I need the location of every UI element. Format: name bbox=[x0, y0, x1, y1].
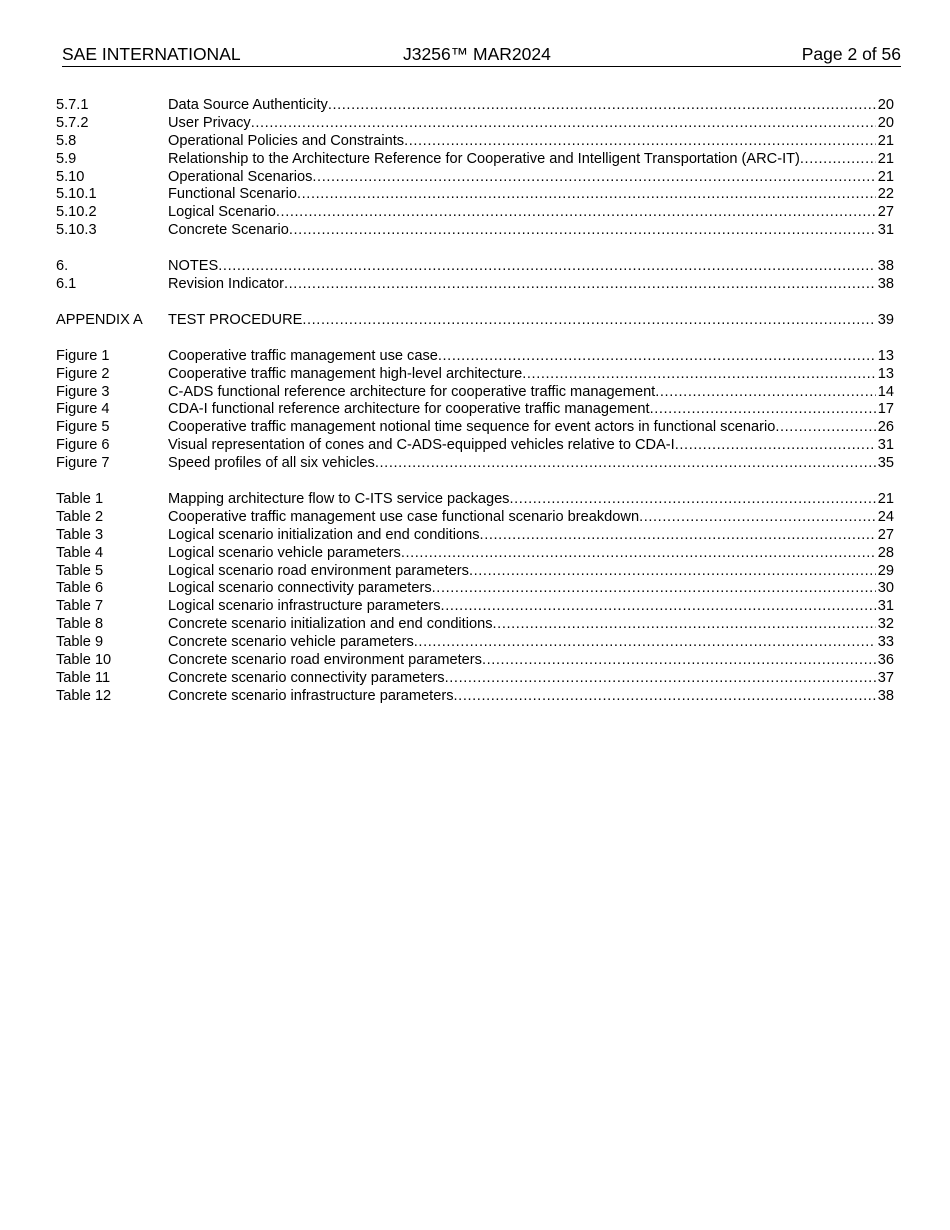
toc-entry-number: Table 2 bbox=[56, 508, 104, 525]
toc-entry[interactable] bbox=[56, 616, 894, 634]
toc-entry-title: Concrete scenario infrastructure parameters bbox=[168, 687, 454, 704]
toc-entry-page: 38 bbox=[877, 258, 894, 275]
dot-leader bbox=[445, 670, 876, 688]
toc-entry-text bbox=[168, 580, 876, 598]
toc-entry-text bbox=[168, 97, 876, 115]
toc-entry-text bbox=[168, 527, 876, 545]
toc-entry-title: Logical Scenario bbox=[168, 204, 276, 221]
toc-entry-title: Cooperative traffic management notional time sequence for event actors in functional scenario bbox=[168, 419, 776, 436]
toc-entry[interactable] bbox=[56, 276, 894, 294]
toc-entry-text bbox=[168, 419, 876, 437]
toc-entry-title: Logical scenario connectivity parameters bbox=[168, 580, 432, 597]
dot-leader bbox=[414, 634, 876, 652]
toc-entry[interactable] bbox=[56, 688, 894, 706]
header-doc-id: J3256™ MAR2024 bbox=[403, 44, 551, 64]
toc-entry[interactable] bbox=[56, 204, 894, 222]
toc-entry-number: Figure 6 bbox=[56, 437, 110, 454]
toc-entry[interactable] bbox=[56, 133, 894, 151]
toc-entry-number: Table 5 bbox=[56, 562, 104, 579]
toc-entry-number: 5.10.2 bbox=[56, 204, 97, 221]
toc-entry-page: 26 bbox=[877, 419, 894, 436]
dot-leader bbox=[438, 348, 876, 366]
toc-entry[interactable] bbox=[56, 366, 894, 384]
toc-entry[interactable] bbox=[56, 634, 894, 652]
toc-entry-title: Functional Scenario bbox=[168, 186, 297, 203]
toc-entry-page: 31 bbox=[877, 222, 894, 239]
toc-entry-title: Logical scenario road environment parameters bbox=[168, 562, 469, 579]
toc-entry-title: CDA-I functional reference architecture for cooperative traffic management bbox=[168, 401, 650, 418]
toc-entry-page: 31 bbox=[877, 437, 894, 454]
toc-entry-title: Operational Scenarios bbox=[168, 168, 313, 185]
toc-entry-text bbox=[168, 258, 876, 276]
toc-entry-number: Table 1 bbox=[56, 491, 104, 508]
toc-entry-number: Figure 1 bbox=[56, 347, 110, 364]
toc-entry-number: Table 6 bbox=[56, 580, 104, 597]
toc-entry-number: 5.8 bbox=[56, 132, 77, 149]
toc-entry-number: Table 7 bbox=[56, 598, 104, 615]
toc-entry-text bbox=[168, 401, 876, 419]
toc-entry[interactable] bbox=[56, 384, 894, 402]
toc-entry-title: Cooperative traffic management use case functional scenario breakdown bbox=[168, 508, 640, 525]
header-org: SAE INTERNATIONAL bbox=[62, 44, 241, 64]
toc-entry-text bbox=[168, 634, 876, 652]
toc-entry-page: 38 bbox=[877, 687, 894, 704]
dot-leader bbox=[655, 384, 876, 402]
toc-entry-title: Data Source Authenticity bbox=[168, 97, 328, 113]
toc-entry-page: 13 bbox=[877, 347, 894, 364]
page-header bbox=[62, 44, 901, 67]
dot-leader bbox=[650, 401, 876, 419]
toc-entry-number: Table 10 bbox=[56, 652, 112, 669]
toc-entry-title: Cooperative traffic management use case bbox=[168, 347, 438, 364]
toc-group bbox=[56, 97, 894, 240]
toc-entry-title: User Privacy bbox=[168, 114, 251, 131]
toc-entry[interactable] bbox=[56, 491, 894, 509]
dot-leader bbox=[800, 151, 876, 169]
toc-entry-title: TEST PROCEDURE bbox=[168, 311, 303, 328]
toc-entry-title: Concrete scenario vehicle parameters bbox=[168, 634, 414, 651]
toc-entry-page: 31 bbox=[877, 598, 894, 615]
toc-entry-number: Table 4 bbox=[56, 544, 104, 561]
toc-entry-text bbox=[168, 652, 876, 670]
dot-leader bbox=[522, 366, 876, 384]
toc-entry-title: Concrete scenario initialization and end conditions bbox=[168, 616, 493, 633]
dot-leader bbox=[404, 133, 876, 151]
toc-entry-page: 20 bbox=[877, 114, 894, 131]
toc-entry-title: Operational Policies and Constraints bbox=[168, 132, 405, 149]
toc-entry-number: Table 3 bbox=[56, 526, 104, 543]
toc-entry-text bbox=[168, 312, 876, 330]
toc-entry-title: Speed profiles of all six vehicles bbox=[168, 455, 375, 472]
toc-entry-page: 17 bbox=[877, 401, 894, 418]
dot-leader bbox=[639, 509, 876, 527]
toc-entry-page: 35 bbox=[877, 455, 894, 472]
toc-entry-number: 5.7.1 bbox=[56, 97, 89, 113]
toc-entry-title: Mapping architecture flow to C-ITS service packages bbox=[168, 491, 510, 508]
dot-leader bbox=[276, 204, 876, 222]
toc-entry-number: Figure 7 bbox=[56, 455, 110, 472]
toc-entry-title: Cooperative traffic management high-level architecture bbox=[168, 365, 523, 382]
toc-entry[interactable] bbox=[56, 222, 894, 240]
toc-entry-page: 21 bbox=[877, 132, 894, 149]
toc-entry-number: Figure 5 bbox=[56, 419, 110, 436]
toc-entry-number: 5.7.2 bbox=[56, 114, 89, 131]
toc-entry[interactable] bbox=[56, 115, 894, 133]
toc-entry-page: 28 bbox=[877, 544, 894, 561]
toc-entry-title: Relationship to the Architecture Reference for Cooperative and Intelligent Transportation (ARC-IT) bbox=[168, 150, 800, 167]
toc-entry-text bbox=[168, 437, 876, 455]
toc-entry-page: 21 bbox=[877, 168, 894, 185]
toc-entry-page: 27 bbox=[877, 526, 894, 543]
toc-entry-page: 37 bbox=[877, 669, 894, 686]
dot-leader bbox=[297, 186, 876, 204]
toc-entry-number: 6. bbox=[56, 258, 69, 275]
toc-entry-number: Figure 2 bbox=[56, 365, 110, 382]
toc-entry-number: Table 11 bbox=[56, 669, 111, 686]
toc-entry-page: 13 bbox=[877, 365, 894, 382]
toc-entry[interactable] bbox=[56, 437, 894, 455]
toc-entry-title: Concrete scenario connectivity parameters bbox=[168, 669, 445, 686]
toc-entry-page: 39 bbox=[877, 311, 894, 328]
toc-entry-title: Concrete Scenario bbox=[168, 222, 289, 239]
toc-entry-page: 33 bbox=[877, 634, 894, 651]
dot-leader bbox=[312, 169, 875, 187]
toc-entry[interactable] bbox=[56, 455, 894, 473]
toc-entry[interactable] bbox=[56, 186, 894, 204]
toc-entry-page: 32 bbox=[877, 616, 894, 633]
toc-entry-number: 6.1 bbox=[56, 276, 77, 293]
toc-entry-text bbox=[168, 204, 876, 222]
dot-leader bbox=[493, 616, 876, 634]
toc-entry[interactable] bbox=[56, 348, 894, 366]
toc-entry-text bbox=[168, 563, 876, 581]
toc-entry-title: Logical scenario infrastructure parameters bbox=[168, 598, 441, 615]
toc-entry[interactable] bbox=[56, 580, 894, 598]
toc-entry-number: Table 9 bbox=[56, 634, 104, 651]
toc-entry[interactable] bbox=[56, 598, 894, 616]
dot-leader bbox=[775, 419, 875, 437]
toc-entry-text bbox=[168, 509, 876, 527]
toc-group bbox=[56, 348, 894, 473]
dot-leader bbox=[675, 437, 876, 455]
toc-entry[interactable] bbox=[56, 258, 894, 276]
toc-group bbox=[56, 312, 894, 330]
toc-entry[interactable] bbox=[56, 401, 894, 419]
dot-leader bbox=[509, 491, 875, 509]
toc-entry-number: 5.10.3 bbox=[56, 222, 97, 239]
dot-leader bbox=[480, 527, 876, 545]
toc-entry-number: Figure 4 bbox=[56, 401, 110, 418]
toc-entry-text bbox=[168, 169, 876, 187]
toc-entry[interactable] bbox=[56, 563, 894, 581]
dot-leader bbox=[302, 312, 875, 330]
toc-entry-text bbox=[168, 598, 876, 616]
toc-entry-page: 29 bbox=[877, 562, 894, 579]
toc-entry-page: 27 bbox=[877, 204, 894, 221]
toc-entry-text bbox=[168, 151, 876, 169]
toc-entry-number: APPENDIX A bbox=[56, 311, 143, 328]
toc-entry-text bbox=[168, 455, 876, 473]
dot-leader bbox=[441, 598, 876, 616]
toc-entry-title: Concrete scenario road environment parameters bbox=[168, 652, 482, 669]
toc-entry-text bbox=[168, 133, 876, 151]
toc-entry-page: 21 bbox=[877, 491, 894, 508]
dot-leader bbox=[284, 276, 876, 294]
toc-entry-text bbox=[168, 222, 876, 240]
toc-entry-text bbox=[168, 186, 876, 204]
header-page-number: Page 2 of 56 bbox=[801, 44, 901, 64]
toc-entry-page: 20 bbox=[877, 97, 894, 113]
toc-entry[interactable] bbox=[56, 527, 894, 545]
toc-entry-text bbox=[168, 491, 876, 509]
toc-entry[interactable] bbox=[56, 151, 894, 169]
toc-entry-text bbox=[168, 115, 876, 133]
toc-entry[interactable] bbox=[56, 509, 894, 527]
toc-entry-page: 30 bbox=[877, 580, 894, 597]
toc-entry-page: 24 bbox=[877, 508, 894, 525]
toc-entry-number: 5.9 bbox=[56, 150, 77, 167]
toc-entry[interactable] bbox=[56, 670, 894, 688]
toc-entry-number: Figure 3 bbox=[56, 383, 110, 400]
toc-entry-text bbox=[168, 366, 876, 384]
toc-entry-text bbox=[168, 276, 876, 294]
dot-leader bbox=[289, 222, 876, 240]
toc-entry-text bbox=[168, 670, 876, 688]
toc-entry[interactable] bbox=[56, 545, 894, 563]
dot-leader bbox=[375, 455, 876, 473]
toc-entry-page: 14 bbox=[877, 383, 894, 400]
toc-entry-title: C-ADS functional reference architecture for cooperative traffic management bbox=[168, 383, 656, 400]
toc-entry-page: 38 bbox=[877, 276, 894, 293]
toc-entry-title: Revision Indicator bbox=[168, 276, 284, 293]
toc-entry-number: Table 8 bbox=[56, 616, 104, 633]
toc-entry-title: NOTES bbox=[168, 258, 219, 275]
toc-entry-title: Logical scenario vehicle parameters bbox=[168, 544, 401, 561]
toc-entry[interactable] bbox=[56, 312, 894, 330]
toc-entry-title: Visual representation of cones and C-ADS-equipped vehicles relative to CDA-I bbox=[168, 437, 675, 454]
toc-group bbox=[56, 258, 894, 294]
toc-entry-text bbox=[168, 348, 876, 366]
toc-group bbox=[56, 491, 894, 706]
toc-entry-number: 5.10 bbox=[56, 168, 85, 185]
toc-entry-page: 36 bbox=[877, 652, 894, 669]
toc-entry-text bbox=[168, 616, 876, 634]
dot-leader bbox=[328, 97, 876, 115]
toc-entry[interactable] bbox=[56, 169, 894, 187]
toc-entry[interactable] bbox=[56, 652, 894, 670]
toc-entry[interactable] bbox=[56, 97, 894, 115]
dot-leader bbox=[401, 545, 876, 563]
dot-leader bbox=[432, 580, 876, 598]
toc-entry-text bbox=[168, 688, 876, 706]
toc-entry-text bbox=[168, 545, 876, 563]
dot-leader bbox=[251, 115, 876, 133]
table-of-contents bbox=[56, 97, 894, 724]
toc-entry-number: Table 12 bbox=[56, 687, 112, 704]
dot-leader bbox=[469, 563, 876, 581]
toc-entry-text bbox=[168, 384, 876, 402]
toc-entry-page: 21 bbox=[877, 150, 894, 167]
toc-entry-title: Logical scenario initialization and end conditions bbox=[168, 526, 480, 543]
toc-entry-number: 5.10.1 bbox=[56, 186, 97, 203]
dot-leader bbox=[482, 652, 876, 670]
toc-entry[interactable] bbox=[56, 419, 894, 437]
dot-leader bbox=[454, 688, 876, 706]
dot-leader bbox=[218, 258, 875, 276]
toc-entry-page: 22 bbox=[877, 186, 894, 203]
